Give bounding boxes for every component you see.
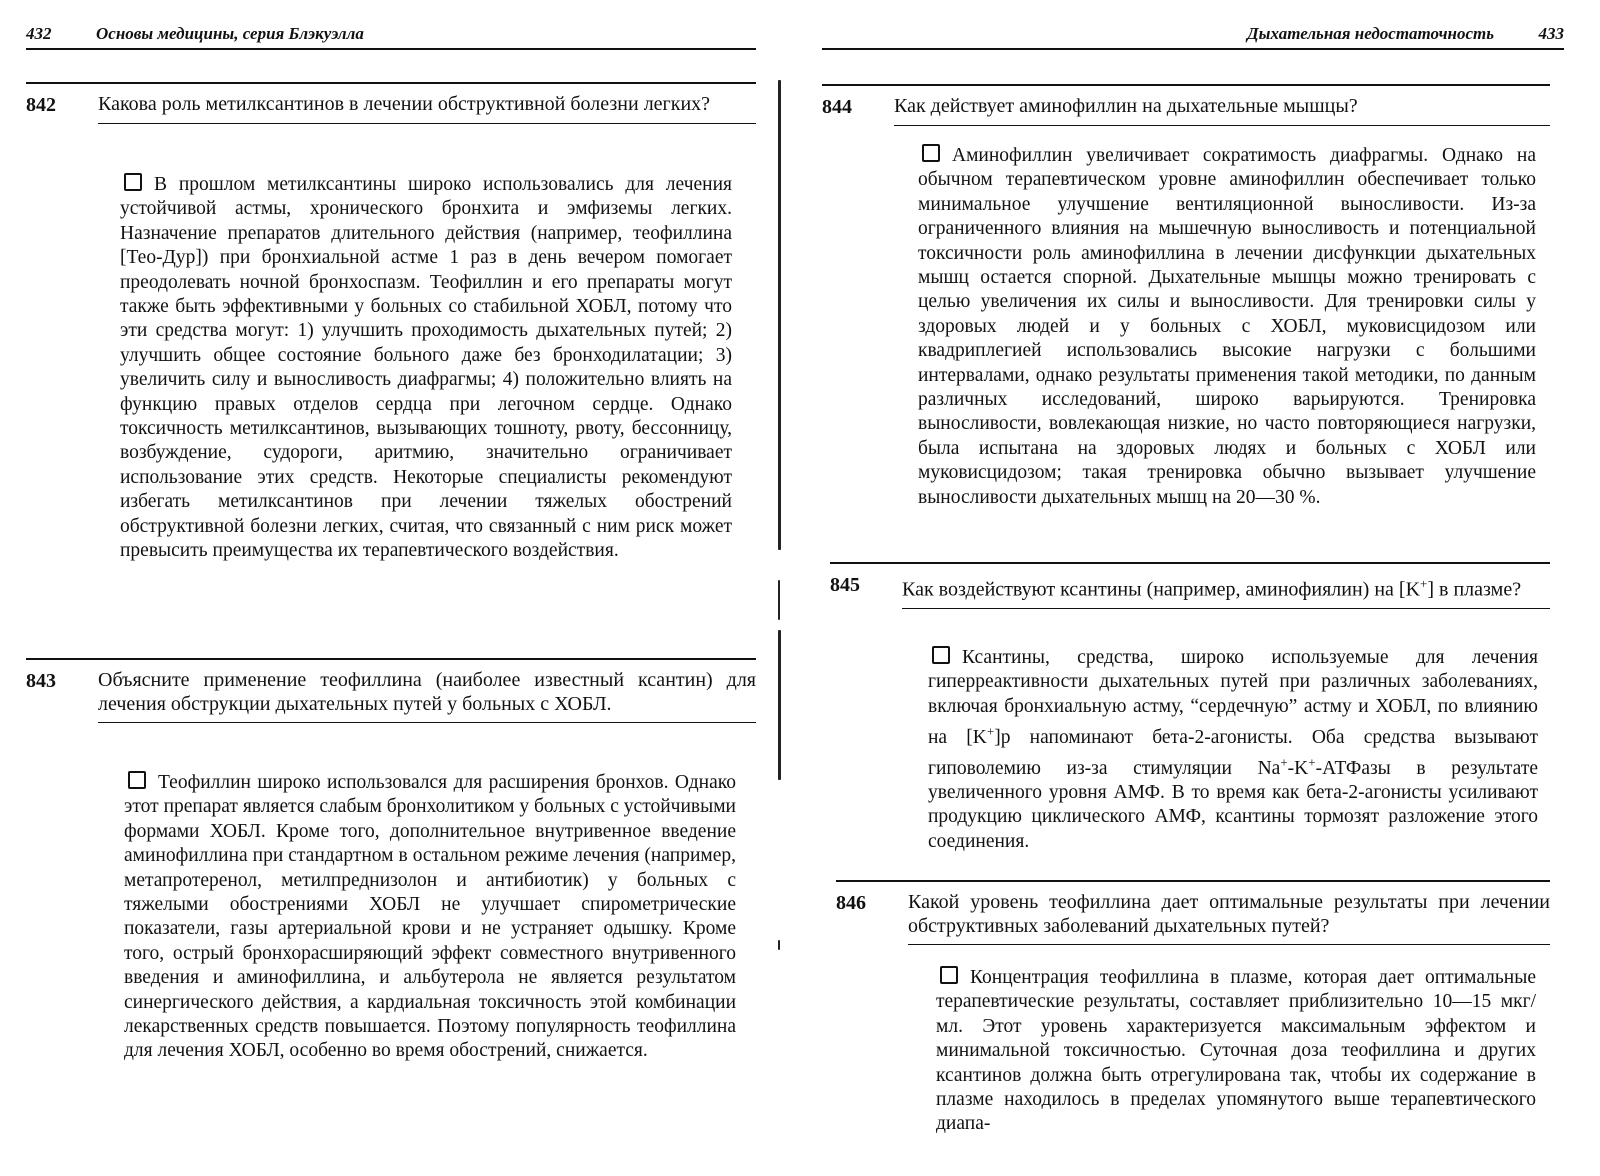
question-842 bbox=[26, 82, 756, 124]
question-text: Какова роль метилксантинов в лечении обструктивной болезни легких? bbox=[98, 93, 711, 115]
question-text: Как действует аминофиллин на дыхательные мышцы? bbox=[894, 95, 1358, 117]
answer-text: Аминофиллин увеличивает сократимость диафрагмы. Однако на обычном терапевтическом уровне аминофиллин обеспечивает только минимальное улучшение вентиляционной выносливости. Из-за ограниченного влияния на мышечную выносливость и потенциальной токсичности роль аминофиллина в лечении дисфункции дыхательных мышц остается спорной. Дыхательные мышцы можно тренировать с целью увеличения их силы и выносливости. Для тренировки силы у здоровых людей и у больных с ХОБЛ, муковисцидозом или квадриплегией использовались высокие нагрузки с большими интервалами, однако результаты применения такой методики, по данным различных исследований, широко варьируются. Тренировка выносливости, вовлекающая низкие, но часто повторяющиеся нагрузки, была испытана на здоровых людях и больных с ХОБЛ или муковисцидозом; такая тренировка обычно вызывает улучшение выносливости дыхательных мышц на 20—30 %. bbox=[918, 145, 1536, 508]
question-text: Как воздействуют ксантины (например, аминофиялин) на [K+] в плазме? bbox=[902, 576, 1522, 601]
answer-842 bbox=[120, 173, 732, 564]
running-head-right bbox=[822, 16, 1564, 44]
question-underline bbox=[98, 123, 756, 124]
page-number-left: 432 bbox=[26, 24, 52, 43]
question-number: 846 bbox=[836, 892, 866, 914]
header-rule-left bbox=[26, 48, 756, 50]
answer-text: Теофиллин широко использовался для расширения бронхов. Однако этот препарат является слабым бронхолитиком у больных с устойчивыми формами ХОБЛ. Кроме того, дополнительное внутривенное введение аминофиллина при стандартном в остальном режиме лечения (например, метапротеренол, метилпреднизолон и антибиотик) у больных с тяжелыми обострениями ХОБЛ не улучшает спирометрические показатели, газы артериальной крови и не устраняет одышку. Кроме того, острый бронхорасширяющий эффект совместного внутривенного введения и аминофиллина, и альбутерола не является результатом синергического действия, а кардиальная токсичность этой комбинации лекарственных средств повышается. Поэтому популярность теофиллина для лечения ХОБЛ, особенно во время обострений, снижается. bbox=[124, 772, 736, 1062]
question-843 bbox=[26, 658, 756, 723]
answer-846 bbox=[936, 966, 1536, 1137]
running-head-left bbox=[26, 16, 756, 44]
header-rule-right bbox=[822, 48, 1564, 50]
checkbox-icon bbox=[124, 173, 142, 191]
answer-844 bbox=[918, 144, 1536, 510]
question-number: 845 bbox=[830, 574, 860, 596]
checkbox-icon bbox=[128, 771, 146, 789]
question-rule bbox=[830, 562, 1550, 564]
question-844 bbox=[822, 84, 1550, 126]
question-text: Объясните применение теофиллина (наиболее известный ксантин) для лечения обструкции дыхательных путей у больных с ХОБЛ. bbox=[98, 669, 756, 715]
question-underline bbox=[902, 608, 1550, 609]
question-number: 842 bbox=[26, 94, 56, 116]
running-title-right: Дыхательная недостаточность bbox=[1247, 24, 1494, 43]
answer-845 bbox=[928, 646, 1538, 854]
question-text: Какой уровень теофиллина дает оптимальные результаты при лечении обструктивных заболеваний дыхательных путей? bbox=[908, 891, 1550, 937]
answer-text: В прошлом метилксантины широко использовались для лечения устойчивой астмы, хронического бронхита и эмфиземы легких. Назначение препаратов длительного действия (например, теофиллина [Тео-Дур]) при бронхиальной астме 1 раз в день вечером помогает преодолевать ночной бронхоспазм. Теофиллин и его препараты могут также быть эффективными у больных со стабильной ХОБЛ, потому что эти средства могут: 1) улучшить проходимость дыхательных путей; 2) улучшить общее состояние больного даже без бронходилатации; 3) увеличить силу и выносливость диафрагмы; 4) положительно влиять на функцию правых отделов сердца при легочном сердце. Однако токсичность метилксантинов, вызывающих тошноту, рвоту, бессонницу, возбуждение, судороги, аритмию, значительно ограничивает использование этих средств. Некоторые специалисты рекомендуют избегать метилксантинов при лечении тяжелых обострений обструктивной болезни легких, считая, что связанный с ним риск может превысить преимущества их терапевтического воздействия. bbox=[120, 174, 732, 562]
question-underline bbox=[98, 722, 756, 723]
question-rule bbox=[26, 658, 756, 660]
left-page bbox=[0, 0, 780, 1176]
question-underline bbox=[908, 944, 1550, 945]
question-number: 843 bbox=[26, 670, 56, 692]
question-underline bbox=[894, 125, 1550, 126]
answer-text: Ксантины, средства, широко используемые для лечения гиперреактивности дыхательных путей при различных заболеваниях, включая бронхиальную астму, “сердечную” астму и ХОБЛ, по влиянию на [K+]р напоминают бета-2-агонисты. Оба средства вызывают гиповолемию из-за стимуляции Na+-K+-АТФазы в результате увеличенного уровня АМФ. В то время как бета-2-агонисты усиливают продукцию циклического АМФ, ксантины тормозят разложение этого соединения. bbox=[928, 647, 1538, 852]
checkbox-icon bbox=[940, 966, 958, 984]
right-page bbox=[820, 0, 1600, 1176]
book-gutter bbox=[776, 60, 784, 1140]
question-number: 844 bbox=[822, 96, 852, 118]
page-number-right: 433 bbox=[1538, 24, 1564, 43]
question-846 bbox=[836, 880, 1550, 945]
answer-text: Концентрация теофиллина в плазме, которая дает оптимальные терапевтические результаты, составляет приблизительно 10—15 мкг/мл. Этот уровень характеризуется максимальным эффектом и минимальной токсичностью. Суточная доза теофиллина и других ксантинов должна быть отрегулирована так, чтобы их содержание в плазме находилось в пределах упомянутого выше терапевтического диапа- bbox=[936, 967, 1536, 1135]
question-rule bbox=[836, 880, 1550, 882]
question-rule bbox=[822, 84, 1550, 86]
question-rule bbox=[26, 82, 756, 84]
checkbox-icon bbox=[932, 646, 950, 664]
checkbox-icon bbox=[922, 144, 940, 162]
question-845 bbox=[830, 562, 1550, 609]
answer-843 bbox=[124, 771, 736, 1064]
running-title-left: Основы медицины, серия Блэкуэлла bbox=[96, 24, 364, 43]
